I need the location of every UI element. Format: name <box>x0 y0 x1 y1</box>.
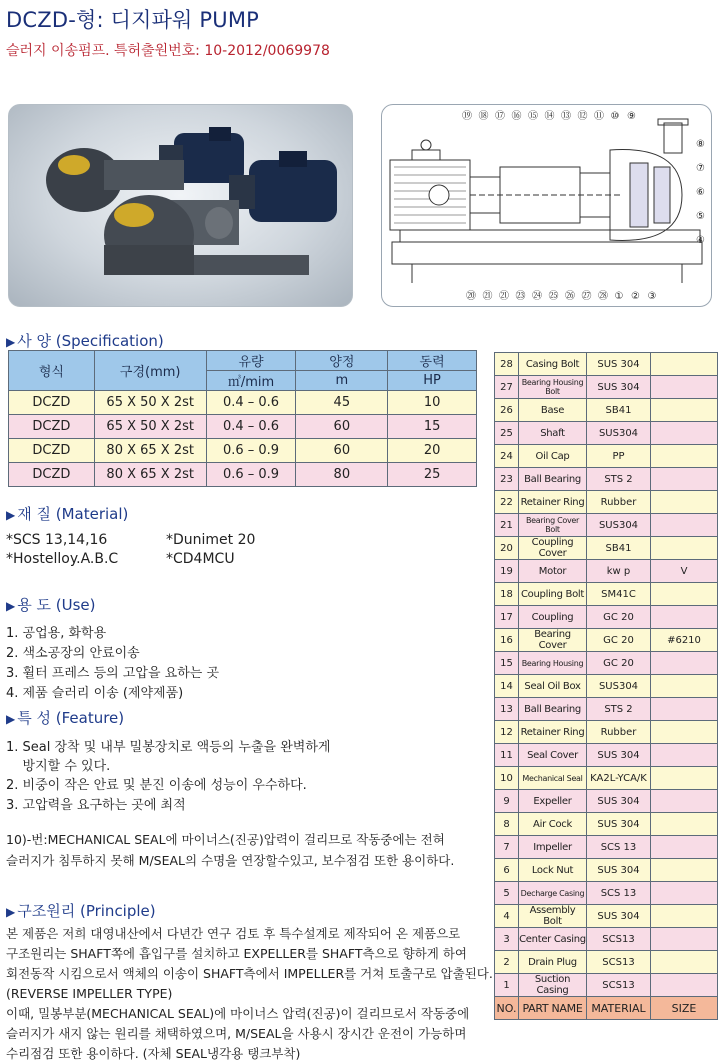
part-material: GC 20 <box>587 629 651 652</box>
part-number: 21 <box>495 514 519 537</box>
part-name: Motor <box>519 560 587 583</box>
cross-section-drawing <box>381 104 712 307</box>
part-material: Rubber <box>587 491 651 514</box>
use-item: 4. 제품 슬러리 이송 (제약제품) <box>6 686 184 701</box>
part-material: SUS 304 <box>587 813 651 836</box>
part-material: SUS304 <box>587 514 651 537</box>
part-number: 25 <box>495 422 519 445</box>
part-material: SB41 <box>587 537 651 560</box>
table-row <box>495 445 718 468</box>
spec-cell: 10 <box>388 391 477 415</box>
part-material: SUS 304 <box>587 859 651 882</box>
table-row <box>495 767 718 790</box>
table-row <box>495 790 718 813</box>
part-number: 22 <box>495 491 519 514</box>
top-callout: ⑱ <box>478 111 489 122</box>
part-name: Center Casing <box>519 928 587 951</box>
part-size: V <box>651 560 718 583</box>
part-material: Rubber <box>587 721 651 744</box>
bottom-callout: ㉑ <box>482 291 493 302</box>
top-callout: ⑯ <box>511 111 522 122</box>
part-number: 28 <box>495 353 519 376</box>
material-item: *Dunimet 20 <box>166 532 256 548</box>
part-name: Bearing Cover Bolt <box>519 514 587 537</box>
parts-header-material: MATERIAL <box>587 997 651 1020</box>
part-size <box>651 721 718 744</box>
part-material: SUS 304 <box>587 376 651 399</box>
part-material: STS 2 <box>587 698 651 721</box>
part-size <box>651 399 718 422</box>
part-material: KA2L-YCA/K <box>587 767 651 790</box>
material-item: *Hostelloy.A.B.C <box>6 551 119 567</box>
spec-table <box>8 350 477 487</box>
part-material: SCS 13 <box>587 882 651 905</box>
material-heading: ▶ 재 질 (Material) <box>6 505 129 523</box>
part-name: Base <box>519 399 587 422</box>
material-item: *CD4MCU <box>166 551 235 567</box>
part-name: Drain Plug <box>519 951 587 974</box>
spec-cell: 0.4 – 0.6 <box>206 415 296 439</box>
bottom-callout: ㉗ <box>581 291 592 302</box>
spec-cell: 60 <box>296 439 388 463</box>
top-callout: ⑬ <box>561 111 571 122</box>
use-item: 2. 색소공장의 안료이송 <box>6 646 140 661</box>
spec-unit-head: m <box>296 371 388 391</box>
parts-table <box>494 352 718 1020</box>
right-callout: ④ <box>696 235 705 246</box>
bottom-callout: ㉕ <box>548 291 559 302</box>
table-row <box>495 399 718 422</box>
table-row <box>495 974 718 997</box>
part-number: 15 <box>495 652 519 675</box>
table-row <box>495 905 718 928</box>
bottom-callout: ㉔ <box>532 291 542 302</box>
part-number: 8 <box>495 813 519 836</box>
bottom-callout: ② <box>631 291 640 302</box>
spec-cell: 15 <box>388 415 477 439</box>
part-material: SUS304 <box>587 422 651 445</box>
part-number: 6 <box>495 859 519 882</box>
spec-cell: 65 X 50 X 2st <box>94 391 206 415</box>
part-size <box>651 813 718 836</box>
principle-line: 회전동작 시킴으로서 액체의 이송이 SHAFT측에서 IMPELLER를 거쳐 토출구로 압출된다. <box>6 966 493 981</box>
part-material: SUS 304 <box>587 790 651 813</box>
part-name: Coupling Bolt <box>519 583 587 606</box>
table-row <box>495 698 718 721</box>
table-row <box>495 537 718 560</box>
top-callout: ⑰ <box>495 111 505 122</box>
part-name: Bearing Cover <box>519 629 587 652</box>
spec-cell: DCZD <box>9 439 95 463</box>
part-name: Coupling <box>519 606 587 629</box>
part-material: SCS13 <box>587 974 651 997</box>
spec-header-power: 동력 <box>388 351 477 371</box>
part-size <box>651 491 718 514</box>
bottom-callout: ㉑ <box>499 291 509 302</box>
right-callout: ⑦ <box>696 163 705 174</box>
part-number: 1 <box>495 974 519 997</box>
feature-item: 2. 비중이 작은 안료 및 분진 이송에 성능이 우수하다. <box>6 778 307 793</box>
table-row <box>9 391 477 415</box>
part-material: STS 2 <box>587 468 651 491</box>
part-name: Ball Bearing <box>519 698 587 721</box>
table-row <box>495 468 718 491</box>
part-material: SCS13 <box>587 928 651 951</box>
table-row <box>495 514 718 537</box>
table-row <box>495 675 718 698</box>
spec-cell: 20 <box>388 439 477 463</box>
part-number: 18 <box>495 583 519 606</box>
part-name: Air Cock <box>519 813 587 836</box>
bottom-callout: ③ <box>647 291 657 302</box>
feature-item: 3. 고압력을 요구하는 곳에 최적 <box>6 798 186 813</box>
part-material: SM41C <box>587 583 651 606</box>
part-number: 17 <box>495 606 519 629</box>
part-number: 16 <box>495 629 519 652</box>
part-number: 3 <box>495 928 519 951</box>
part-material: PP <box>587 445 651 468</box>
table-row <box>495 606 718 629</box>
part-size <box>651 537 718 560</box>
part-name: Retainer Ring <box>519 721 587 744</box>
spec-unit-power: HP <box>388 371 477 391</box>
feature-item: 1. Seal 장착 및 내부 밀봉장치로 액등의 누출을 완벽하게 <box>6 740 331 755</box>
principle-line: 이때, 밀봉부분(MECHANICAL SEAL)에 마이너스 압력(진공)이 걸리므로서 작동중에 <box>6 1006 470 1021</box>
page-title: DCZD-형: 디지파워 PUMP <box>6 8 260 32</box>
bottom-callout: ⑳ <box>466 291 476 302</box>
material-item: *SCS 13,14,16 <box>6 532 108 548</box>
principle-heading: ▶ 구조원리 (Principle) <box>6 902 156 920</box>
part-material: SUS 304 <box>587 353 651 376</box>
top-callout: ⑨ <box>627 111 636 122</box>
part-name: Oil Cap <box>519 445 587 468</box>
part-number: 23 <box>495 468 519 491</box>
spec-header-head: 양정 <box>296 351 388 371</box>
spec-cell: 0.4 – 0.6 <box>206 391 296 415</box>
spec-cell: DCZD <box>9 463 95 487</box>
triangle-icon: ▶ <box>6 599 16 613</box>
spec-unit-flow: ㎥/mim <box>206 371 296 391</box>
table-row <box>495 560 718 583</box>
use-heading: ▶ 용 도 (Use) <box>6 596 96 614</box>
spec-cell: 45 <box>296 391 388 415</box>
table-row <box>495 928 718 951</box>
spec-cell: 25 <box>388 463 477 487</box>
part-size <box>651 767 718 790</box>
part-name: Expeller <box>519 790 587 813</box>
table-row <box>495 422 718 445</box>
principle-line: 슬러지가 새지 않는 원리를 채택하였으며, M/SEAL을 사용시 장시간 운전이 가능하며 <box>6 1026 467 1041</box>
part-size <box>651 353 718 376</box>
part-name: Decharge Casing <box>519 882 587 905</box>
right-callout: ⑤ <box>696 211 705 222</box>
table-row <box>9 439 477 463</box>
part-name: Seal Cover <box>519 744 587 767</box>
right-callout: ⑥ <box>696 187 705 198</box>
spec-header-bore: 구경(mm) <box>94 351 206 391</box>
triangle-icon: ▶ <box>6 508 16 522</box>
part-size <box>651 928 718 951</box>
part-material: GC 20 <box>587 606 651 629</box>
part-name: Ball Bearing <box>519 468 587 491</box>
spec-heading: ▶ 사 양 (Specification) <box>6 332 164 350</box>
part-number: 27 <box>495 376 519 399</box>
spec-header-model: 형식 <box>9 351 95 391</box>
part-name: Bearing Housing Bolt <box>519 376 587 399</box>
part-size <box>651 836 718 859</box>
table-row <box>495 882 718 905</box>
part-size <box>651 744 718 767</box>
bottom-callout: ㉘ <box>598 291 608 302</box>
part-material: SUS 304 <box>587 744 651 767</box>
use-item: 1. 공업용, 화학용 <box>6 626 107 641</box>
part-name: Bearing Housing <box>519 652 587 675</box>
part-material: SB41 <box>587 399 651 422</box>
table-row <box>495 629 718 652</box>
part-size <box>651 422 718 445</box>
spec-cell: DCZD <box>9 391 95 415</box>
table-row <box>495 583 718 606</box>
part-size <box>651 859 718 882</box>
part-material: GC 20 <box>587 652 651 675</box>
spec-cell: 60 <box>296 415 388 439</box>
part-material: SUS 304 <box>587 905 651 928</box>
part-number: 4 <box>495 905 519 928</box>
part-size <box>651 698 718 721</box>
table-row <box>495 721 718 744</box>
part-number: 24 <box>495 445 519 468</box>
part-material: SCS13 <box>587 951 651 974</box>
part-number: 2 <box>495 951 519 974</box>
table-row <box>9 463 477 487</box>
part-number: 20 <box>495 537 519 560</box>
table-row <box>495 376 718 399</box>
top-callout: ⑮ <box>528 111 538 122</box>
spec-cell: 80 X 65 X 2st <box>94 463 206 487</box>
part-number: 14 <box>495 675 519 698</box>
table-row <box>495 836 718 859</box>
part-size <box>651 882 718 905</box>
spec-cell: 80 X 65 X 2st <box>94 439 206 463</box>
part-number: 7 <box>495 836 519 859</box>
top-callout: ⑭ <box>544 111 555 122</box>
part-size <box>651 606 718 629</box>
table-row <box>495 951 718 974</box>
principle-line: (REVERSE IMPELLER TYPE) <box>6 986 173 1001</box>
parts-header-row <box>495 997 718 1020</box>
table-row <box>495 813 718 836</box>
part-name: Impeller <box>519 836 587 859</box>
table-row <box>495 353 718 376</box>
spec-cell: 0.6 – 0.9 <box>206 463 296 487</box>
top-callout: ⑫ <box>577 111 588 122</box>
part-material: kw p <box>587 560 651 583</box>
part-name: Shaft <box>519 422 587 445</box>
triangle-icon: ▶ <box>6 905 16 919</box>
table-row <box>9 415 477 439</box>
part-number: 26 <box>495 399 519 422</box>
use-item: 3. 휠터 프레스 등의 고압을 요하는 곳 <box>6 666 220 681</box>
table-row <box>495 652 718 675</box>
page-subtitle: 슬러지 이송펌프. 특허출원번호: 10-2012/0069978 <box>6 43 330 59</box>
bottom-callout: ① <box>614 291 624 302</box>
part-size <box>651 376 718 399</box>
triangle-icon: ▶ <box>6 712 16 726</box>
part-size <box>651 514 718 537</box>
part-size: #6210 <box>651 629 718 652</box>
feature-note-line: 슬러지가 침투하지 못해 M/SEAL의 수명을 연장할수있고, 보수점검 또한 용이하다. <box>6 853 455 868</box>
parts-header-name: PART NAME <box>519 997 587 1020</box>
top-callout: ⑩ <box>610 111 620 122</box>
top-callout: ⑪ <box>594 111 604 122</box>
table-row <box>495 744 718 767</box>
triangle-icon: ▶ <box>6 335 16 349</box>
part-number: 13 <box>495 698 519 721</box>
part-size <box>651 790 718 813</box>
part-size <box>651 652 718 675</box>
pump-photo <box>8 104 353 307</box>
parts-header-size: SIZE <box>651 997 718 1020</box>
spec-cell: DCZD <box>9 415 95 439</box>
part-size <box>651 468 718 491</box>
part-number: 19 <box>495 560 519 583</box>
principle-line: 본 제품은 저희 대영내산에서 다년간 연구 검토 후 특수설계로 제작되어 온 제품으로 <box>6 926 461 941</box>
spec-cell: 0.6 – 0.9 <box>206 439 296 463</box>
part-number: 11 <box>495 744 519 767</box>
bottom-callout: ㉖ <box>565 291 575 302</box>
feature-heading: ▶ 특 성 (Feature) <box>6 709 125 727</box>
part-name: Lock Nut <box>519 859 587 882</box>
parts-header-no: NO. <box>495 997 519 1020</box>
part-size <box>651 675 718 698</box>
top-callout: ⑲ <box>462 111 472 122</box>
table-row <box>495 491 718 514</box>
part-material: SUS304 <box>587 675 651 698</box>
principle-line: 구조원리는 SHAFT쪽에 흡입구를 설치하고 EXPELLER를 SHAFT측으로 향하게 하여 <box>6 946 468 961</box>
part-size <box>651 974 718 997</box>
table-row <box>495 859 718 882</box>
part-number: 5 <box>495 882 519 905</box>
spec-header-flow: 유량 <box>206 351 296 371</box>
part-material: SCS 13 <box>587 836 651 859</box>
spec-cell: 80 <box>296 463 388 487</box>
principle-line: 수리점검 또한 용이하다. (자체 SEAL냉각용 탱크부착) <box>6 1046 301 1061</box>
part-name: Seal Oil Box <box>519 675 587 698</box>
part-number: 10 <box>495 767 519 790</box>
bottom-callout: ㉓ <box>515 291 526 302</box>
part-size <box>651 905 718 928</box>
part-name: Retainer Ring <box>519 491 587 514</box>
right-callout: ⑧ <box>696 139 705 150</box>
part-name: Mechanical Seal <box>519 767 587 790</box>
part-name: Assembly Bolt <box>519 905 587 928</box>
feature-note-line: 10)-번:MECHANICAL SEAL에 마이너스(진공)압력이 걸리므로 작동중에는 전혀 <box>6 832 445 847</box>
spec-cell: 65 X 50 X 2st <box>94 415 206 439</box>
feature-item: 방지할 수 있다. <box>6 759 111 774</box>
part-name: Casing Bolt <box>519 353 587 376</box>
part-name: Suction Casing <box>519 974 587 997</box>
part-size <box>651 583 718 606</box>
part-size <box>651 951 718 974</box>
part-size <box>651 445 718 468</box>
part-number: 9 <box>495 790 519 813</box>
part-name: Coupling Cover <box>519 537 587 560</box>
part-number: 12 <box>495 721 519 744</box>
